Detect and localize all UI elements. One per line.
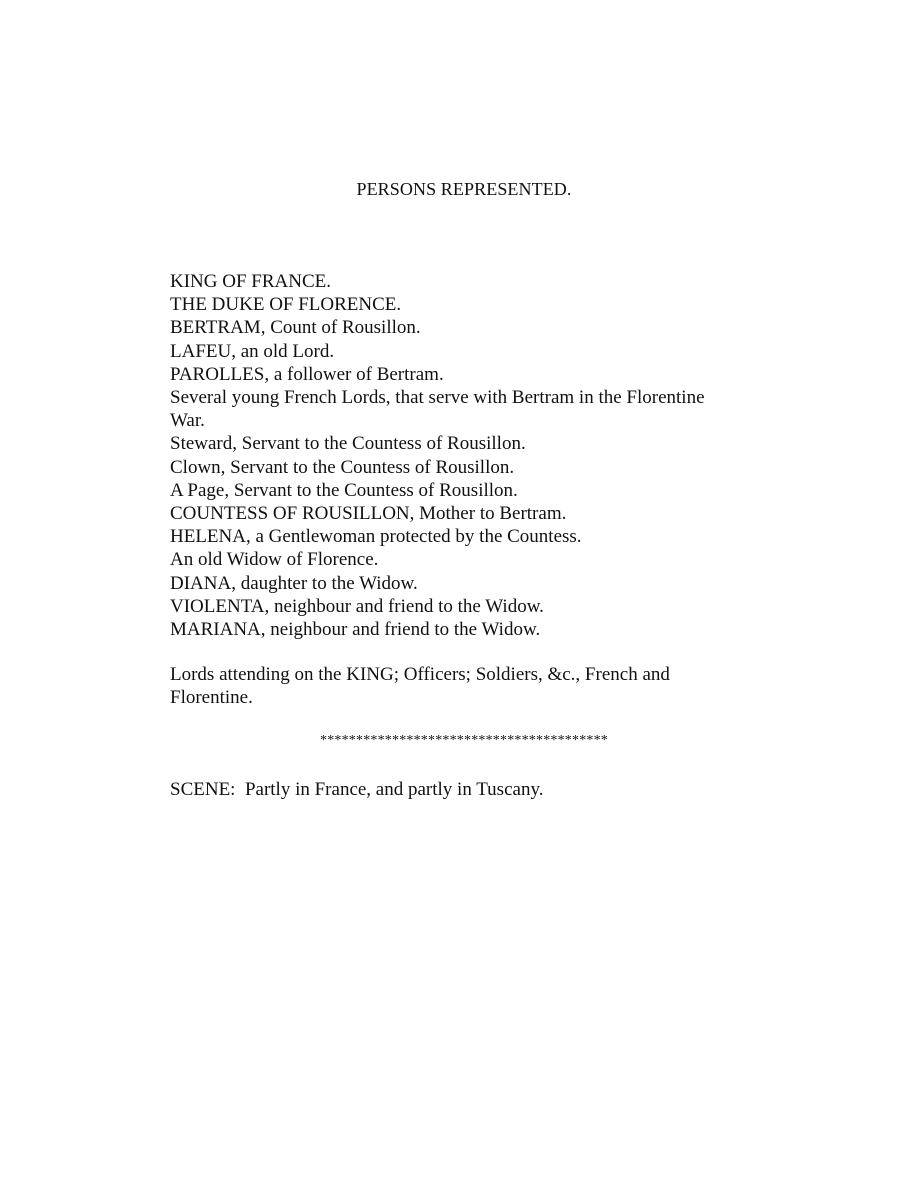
scene-description: SCENE: Partly in France, and partly in Tuscany. — [170, 779, 544, 800]
list-item: LAFEU, an old Lord. — [170, 340, 335, 362]
list-item: VIOLENTA, neighbour and friend to the Widow. — [170, 595, 544, 617]
list-item: Clown, Servant to the Countess of Rousillon. — [170, 456, 515, 478]
list-item: MARIANA, neighbour and friend to the Widow. — [170, 619, 541, 641]
list-item: An old Widow of Florence. — [170, 549, 379, 571]
list-item: HELENA, a Gentlewoman protected by the Countess. — [170, 526, 582, 548]
list-item: Steward, Servant to the Countess of Rousillon. — [170, 433, 526, 455]
page-title: PERSONS REPRESENTED. — [356, 179, 572, 199]
list-item: COUNTESS OF ROUSILLON, Mother to Bertram. — [170, 503, 567, 525]
list-item: A Page, Servant to the Countess of Rousillon. — [170, 479, 518, 501]
list-item: PAROLLES, a follower of Bertram. — [170, 363, 444, 385]
list-item: Several young French Lords, that serve with Bertram in the Florentine War. — [170, 387, 705, 432]
list-item: DIANA, daughter to the Widow. — [170, 572, 418, 594]
dramatis-personae-list — [170, 270, 730, 641]
list-item: KING OF FRANCE. — [170, 271, 331, 292]
attendants-paragraph: Lords attending on the KING; Officers; Soldiers, &c., French and Florentine. — [170, 664, 670, 709]
asterisk-divider: **************************************** — [320, 733, 608, 748]
list-item: THE DUKE OF FLORENCE. — [170, 294, 402, 316]
list-item: BERTRAM, Count of Rousillon. — [170, 317, 421, 339]
